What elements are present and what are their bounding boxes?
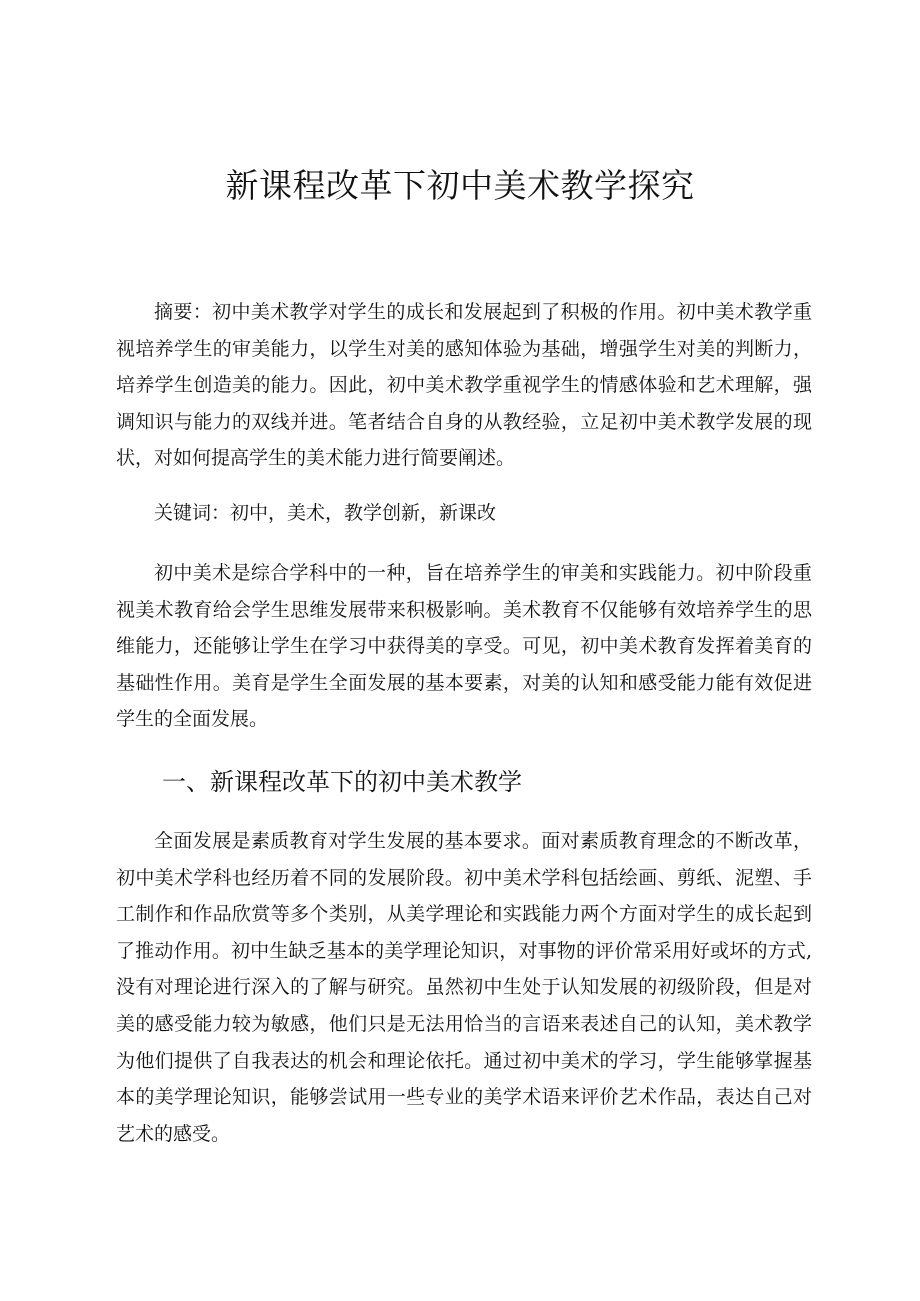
intro-paragraph: 初中美术是综合学科中的一种，旨在培养学生的审美和实践能力。初中阶段重视美术教育给会学生思维发展带来积极影响。美术教育不仅能够有效培养学生的思维能力，还能够让学生在学习中获得美的享受。可见，初中美术教育发挥着美育的基础性作用。美育是学生全面发展的基本要素，对美的认知和感受能力能有效促进学生的全面发展。 (116, 562, 812, 731)
abstract-paragraph: 摘要：初中美术教学对学生的成长和发展起到了积极的作用。初中美术教学重视培养学生的审美能力，以学生对美的感知体验为基础，增强学生对美的判断力，培养学生创造美的能力。因此，初中美术教学重视学生的情感体验和艺术理解，强调知识与能力的双线并进。笔者结合自身的从教经验，立足初中美术教学发展的现状，对如何提高学生的美术能力进行简要阐述。 (116, 301, 812, 470)
keywords-line: 关键词：初中，美术，教学创新，新课改 (154, 502, 497, 524)
document-title: 新课程改革下初中美术教学探究 (225, 166, 695, 205)
section-heading: 一、新课程改革下的初中美术教学 (162, 768, 522, 796)
section-paragraph: 全面发展是素质教育对学生发展的基本要求。面对素质教育理念的不断改革，初中美术学科也经历着不同的发展阶段。初中美术学科包括绘画、剪纸、泥塑、手工制作和作品欣赏等多个类别，从美学理论和实践能力两个方面对学生的成长起到了推动作用。初中生缺乏基本的美学理论知识，对事物的评价常采用好或坏的方式,没有对理论进行深入的了解与研究。虽然初中生处于认知发展的初级阶段，但是对美的感受能力较为敏感，他们只是无法用恰当的言语来表述自己的认知，美术教学为他们提供了自我表达的机会和理论依托。通过初中美术的学习，学生能够掌握基本的美学理论知识，能够尝试用一些专业的美学术语来评价艺术作品，表达自己对艺术的感受。 (116, 830, 812, 1145)
